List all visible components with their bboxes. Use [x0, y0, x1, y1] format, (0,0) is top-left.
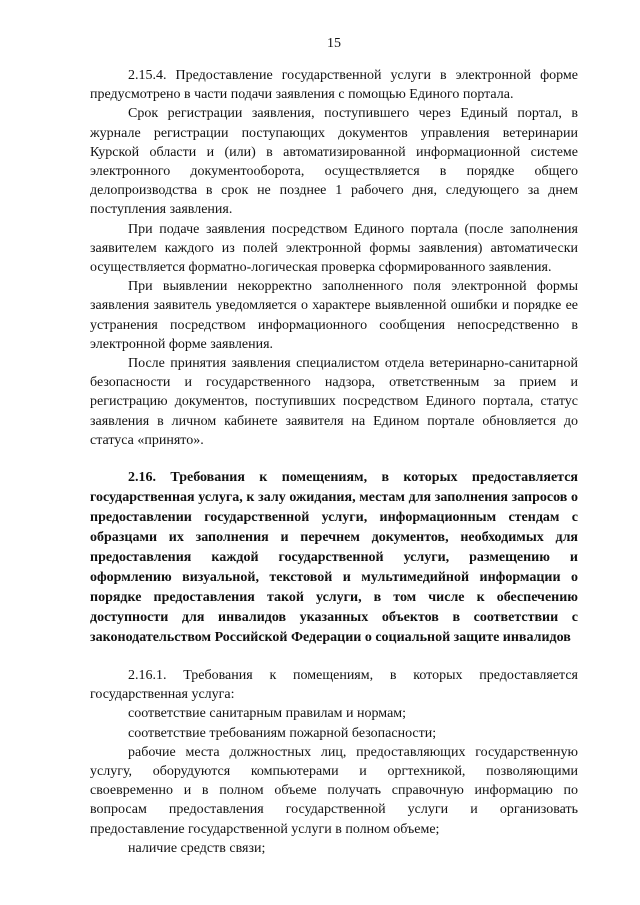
document-page [90, 0, 578, 905]
list-item-sanitary: соответствие санитарным правилам и нормам; [128, 706, 407, 722]
page-number: 15 [327, 36, 341, 51]
paragraph-registration-term: Срок регистрации заявления, поступившего через Единый портал, в журнале регистрации поступающих документов управления ветеринарии Курской области и (или) в автоматизированной информационной системе электронного документооборота, осуществляется в порядке общего делопроизводства в срок не позднее 1 рабочего дня, следующего за днем поступления заявления. [90, 106, 578, 218]
list-item-communications: наличие средств связи; [128, 840, 266, 856]
paragraph-2-16-1: 2.16.1. Требования к помещениям, в которых предоставляется государственная услуга: [90, 668, 578, 703]
list-item-workplaces: рабочие места должностных лиц, предоставляющих государственную услугу, оборудуются компьютерами и оргтехникой, позволяющими своевременно и в полном объеме получать справочную информацию по вопросам предоставления государственной услуги и организовать предоставление государственной услуги в полном объеме; [90, 744, 578, 837]
paragraph-status-update: После принятия заявления специалистом отдела ветеринарно-санитарной безопасности и государственного надзора, ответственным за прием и регистрацию документов, поступивших посредством Единого портала, статус заявления в личном кабинете заявителя на Едином портале обновляется до статуса «принято». [90, 356, 578, 448]
section-spacer [90, 450, 578, 468]
paragraph-format-check: При подаче заявления посредством Единого портала (после заполнения заявителем каждого из полей электронной формы заявления) автоматически осуществляется форматно-логическая проверка сформированного заявления. [90, 221, 578, 276]
section-spacer [90, 648, 578, 666]
section-heading-2-16: 2.16. Требования к помещениям, в которых предоставляется государственная услуга, к залу ожидания, местам для заполнения запросов о предоставлении государственной услуги, информационным стендам с образцами их заполнения и перечнем документов, необходимых для предоставления каждой государственной услуги, размещению и оформлению визуальной, текстовой и мультимедийной информации о порядке предоставления такой услуги, в том числе к обеспечению доступности для инвалидов указанных объектов в соответствии с законодательством Российской Федерации о социальной защите инвалидов [90, 470, 578, 646]
paragraph-error-notice: При выявлении некорректно заполненного поля электронной формы заявления заявитель уведомляется о характере выявленной ошибки и порядке ее устранения посредством информационного сообщения непосредственно в электронной форме заявления. [90, 279, 578, 352]
document-body [90, 66, 578, 858]
list-item-fire-safety: соответствие требованиям пожарной безопасности; [128, 725, 437, 741]
paragraph-2-15-4: 2.15.4. Предоставление государственной услуги в электронной форме предусмотрено в части подачи заявления с помощью Единого портала. [90, 68, 578, 103]
